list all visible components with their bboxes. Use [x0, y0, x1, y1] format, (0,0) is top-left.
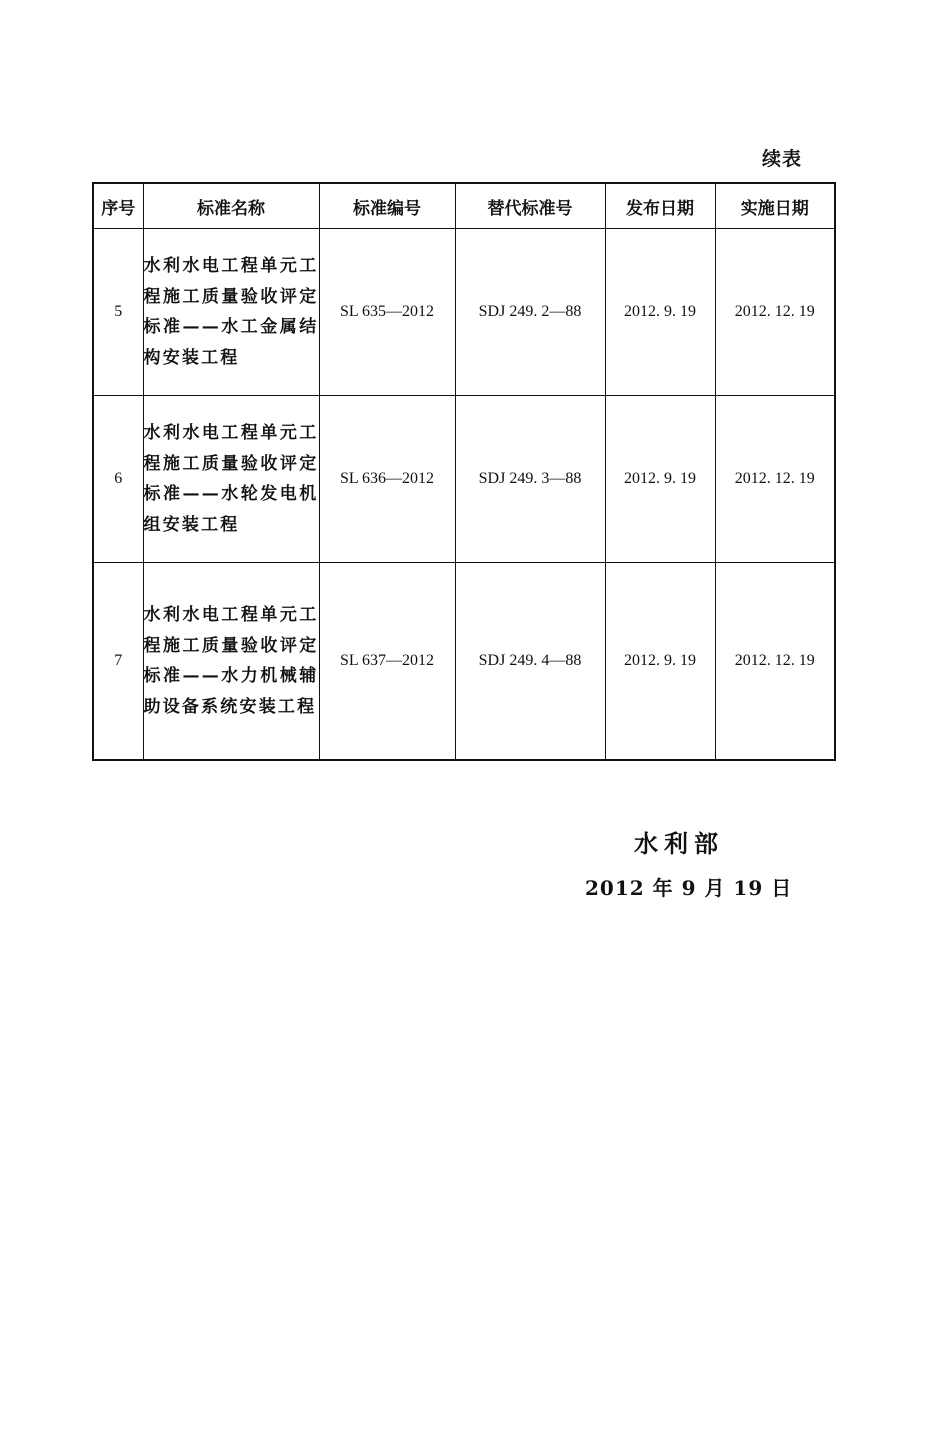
header-seq: 序号 — [93, 183, 143, 229]
header-standard-code: 标准编号 — [319, 183, 455, 229]
table-row — [93, 229, 835, 396]
standards-table — [92, 182, 836, 761]
standard-name-text: 水利水电工程单元工程施工质量验收评定标准——水轮发电机组安装工程 — [143, 423, 319, 535]
cell-standard-name — [143, 563, 319, 761]
cell-effective-date: 2012. 12. 19 — [715, 229, 835, 396]
cell-issue-date: 2012. 9. 19 — [605, 563, 715, 761]
continued-table-label: 续表 — [762, 148, 803, 170]
table-row — [93, 563, 835, 761]
header-standard-name: 标准名称 — [143, 183, 319, 229]
issuing-authority: 水利部 — [634, 830, 724, 858]
cell-seq: 6 — [93, 396, 143, 563]
table-row — [93, 396, 835, 563]
standard-name-text: 水利水电工程单元工程施工质量验收评定标准——水工金属结构安装工程 — [143, 256, 319, 368]
header-effective-date: 实施日期 — [715, 183, 835, 229]
header-replaced-code: 替代标准号 — [455, 183, 605, 229]
header-issue-date: 发布日期 — [605, 183, 715, 229]
cell-effective-date: 2012. 12. 19 — [715, 396, 835, 563]
cell-replaced-code: SDJ 249. 2—88 — [455, 229, 605, 396]
cell-seq: 5 — [93, 229, 143, 396]
cell-standard-code: SL 637—2012 — [319, 563, 455, 761]
cell-seq: 7 — [93, 563, 143, 761]
standard-name-text: 水利水电工程单元工程施工质量验收评定标准——水力机械辅助设备系统安装工程 — [143, 605, 319, 717]
cell-effective-date: 2012. 12. 19 — [715, 563, 835, 761]
cell-standard-code: SL 635—2012 — [319, 229, 455, 396]
cell-replaced-code: SDJ 249. 4—88 — [455, 563, 605, 761]
cell-standard-code: SL 636—2012 — [319, 396, 455, 563]
cell-replaced-code: SDJ 249. 3—88 — [455, 396, 605, 563]
cell-standard-name — [143, 396, 319, 563]
cell-issue-date: 2012. 9. 19 — [605, 396, 715, 563]
cell-standard-name — [143, 229, 319, 396]
issuing-date: 2012 年 9 月 19 日 — [585, 876, 793, 900]
cell-issue-date: 2012. 9. 19 — [605, 229, 715, 396]
table-header-row — [93, 183, 835, 229]
